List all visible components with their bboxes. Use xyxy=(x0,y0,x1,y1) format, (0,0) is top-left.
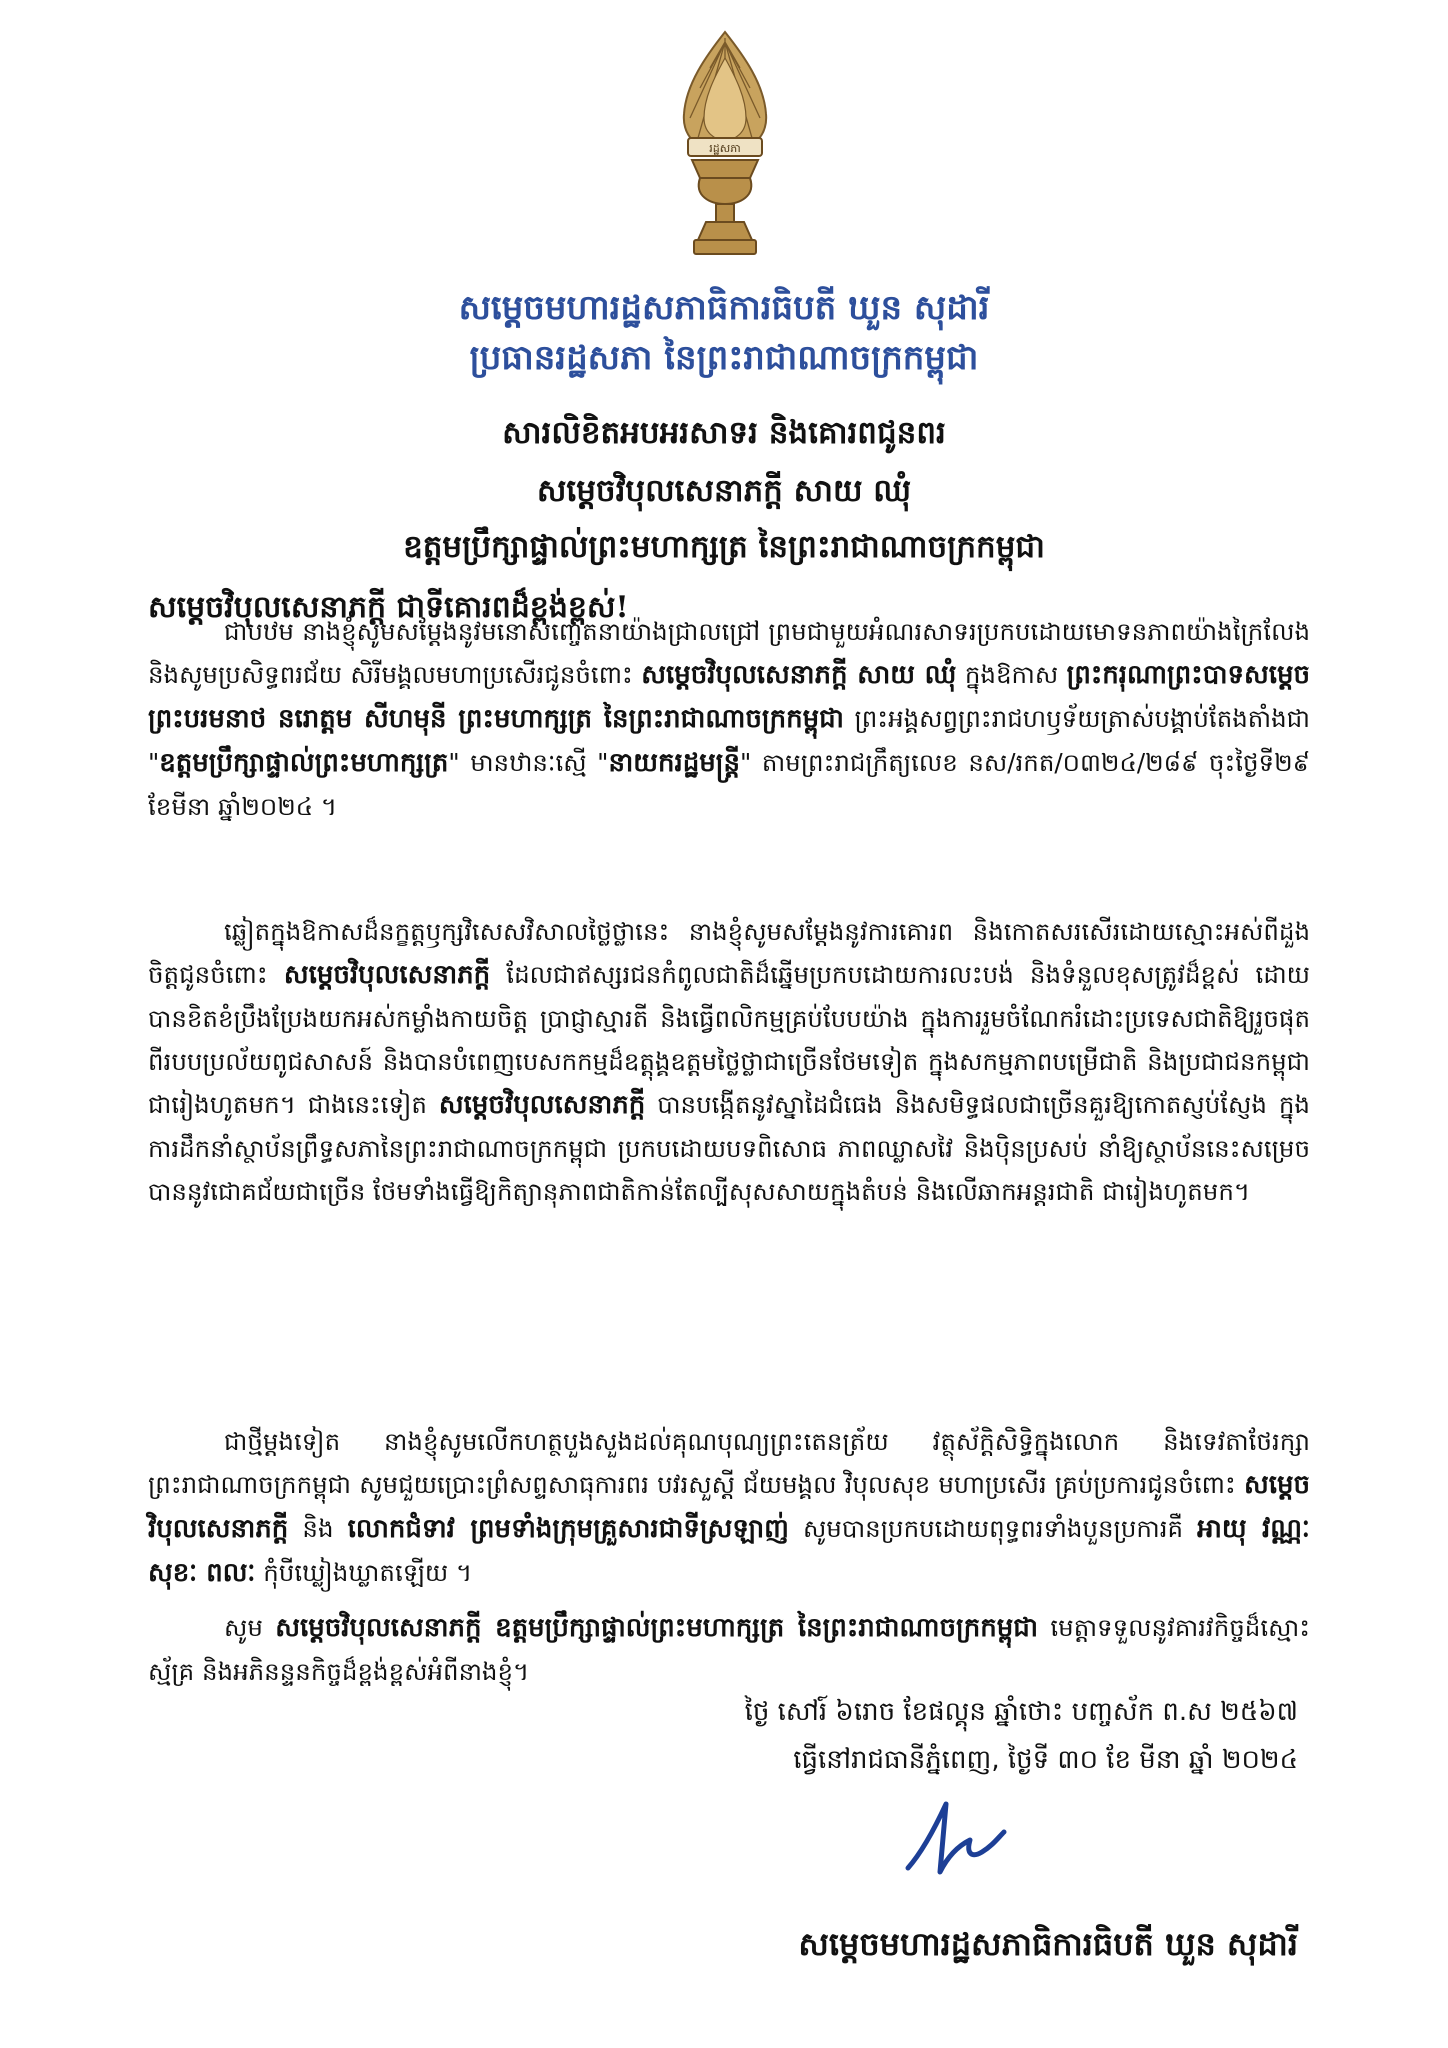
sender-title: ប្រធានរដ្ឋសភា នៃព្រះរាជាណាចក្រកម្ពុជា xyxy=(469,338,979,378)
paragraph-1: ជាបឋម នាងខ្ញុំសូមសម្ដែងនូវមនោសញ្ចេតនាយ៉ាងជ្រាលជ្រៅ ព្រមជាមួយអំណរសាទរប្រកបដោយមោទនភាពយ៉ាងក្រៃលែងនិងសូមប្រសិទ្ធពរជ័យ សិរីមង្គលមហាប្រសើរជូនចំពោះ សម្ដេចវិបុលសេនាភក្ដី សាយ ឈុំ ក្នុងឱកាស ព្រះករុណាព្រះបាទសម្ដេចព្រះបរមនាថ នរោត្តម សីហមុនី ព្រះមហាក្សត្រ នៃព្រះរាជាណាចក្រកម្ពុជា ព្រះអង្គសព្វព្រះរាជហឫទ័យត្រាស់បង្គាប់តែងតាំងជា "ឧត្តមប្រឹក្សាផ្ទាល់ព្រះមហាក្សត្រ" មានឋានៈស្មើ "នាយករដ្ឋមន្ត្រី" តាមព្រះរាជក្រឹត្យលេខ នស/រកត/០៣២៤/២៨៩ ចុះថ្ងៃទី២៩ ខែមីនា ឆ្នាំ២០២៤ ។ xyxy=(148,617,1310,821)
salutation: សម្ដេចវិបុលសេនាភក្ដី ជាទីគោរពដ៏ខ្ពង់ខ្ពស់! xyxy=(148,590,629,625)
letter-title-line2: សម្ដេចវិបុលសេនាភក្ដី សាយ ឈុំ xyxy=(536,473,912,509)
paragraph-2: ឆ្លៀតក្នុងឱកាសដ៏នក្ខត្តឫក្សវិសេសវិសាលថ្លៃថ្លានេះ នាងខ្ញុំសូមសម្ដែងនូវការគោរព និងកោតសរសើរដោយស្មោះអស់ពីដួងចិត្តជូនចំពោះ សម្ដេចវិបុលសេនាភក្ដី ដែលជាឥស្សរជនកំពូលជាតិដ៏ឆ្នើមប្រកបដោយការលះបង់ និងទំនួលខុសត្រូវដ៏ខ្ពស់ ដោយបានខិតខំប្រឹងប្រែងយកអស់កម្លាំងកាយចិត្ត ប្រាជ្ញាស្មារតី និងធ្វើពលិកម្មគ្រប់បែបយ៉ាង ក្នុងការរួមចំណែករំដោះប្រទេសជាតិឱ្យរួចផុតពីរបបប្រល័យពូជសាសន៍ និងបានបំពេញបេសកកម្មដ៏ឧត្ដុង្គឧត្ដមថ្លៃថ្លាជាច្រើនថែមទៀត ក្នុងសកម្មភាពបម្រើជាតិ និងប្រជាជនកម្ពុជា ជារៀងហូតមក។ ជាងនេះទៀត សម្ដេចវិបុលសេនាភក្ដី បានបង្កើតនូវស្នាដៃជំធេង និងសមិទ្ធផលជាច្រើនគួរឱ្យកោតស្ញប់ស្ញែង ក្នុងការដឹកនាំស្ថាប័នព្រឹទ្ធសភានៃព្រះរាជាណាចក្រកម្ពុជា ប្រកបដោយបទពិសោធ ភាពឈ្លាសវៃ និងប៉ិនប្រសប់ នាំឱ្យស្ថាប័ននេះសម្រេចបាននូវជោគជ័យជាច្រើន ថែមទាំងធ្វើឱ្យកិត្យានុភាពជាតិកាន់តែល្បីសុសសាយក្នុងតំបន់ និងលើឆាកអន្តរជាតិ ជារៀងហូតមក។ xyxy=(148,917,1310,1206)
handwritten-signature xyxy=(900,1796,1020,1882)
signer-name: សម្ដេចមហារដ្ឋសភាធិការធិបតី ឃួន សុដារី xyxy=(798,1925,1298,1963)
lunar-date: ថ្ងៃ សៅរ៍ ៦រោច ខែផល្គុន ឆ្នាំថោះ បញ្ចស័ក ព.ស ២៥៦៧ xyxy=(744,1697,1298,1727)
emblem-rays xyxy=(684,32,766,154)
place-and-date: ធ្វើនៅរាជធានីភ្នំពេញ, ថ្ងៃទី ៣០ ខែ មីនា ឆ្នាំ ២០២៤ xyxy=(793,1745,1298,1775)
sender-name: សម្ដេចមហារដ្ឋសភាធិការធិបតី ឃួន សុដារី xyxy=(458,288,990,328)
national-assembly-emblem xyxy=(670,28,780,263)
emblem-pedestal xyxy=(692,160,758,254)
emblem-label: រដ្ឋសភា xyxy=(709,142,741,155)
letter-title-line1: សារលិខិតអបអរសាទរ និងគោរពជូនពរ xyxy=(502,415,946,451)
paragraph-3: ជាថ្មីម្ដងទៀត នាងខ្ញុំសូមលើកហត្ថបួងសួងដល់គុណបុណ្យព្រះតេនត្រ័យ វត្ថុស័ក្ដិសិទ្ធិក្នុងលោក និងទេវតាថែរក្សាព្រះរាជាណាចក្រកម្ពុជា សូមជួយប្រោះព្រំសព្ទសាធុការពរ បវរសួស្ដី ជ័យមង្គល វិបុលសុខ មហាប្រសើរ គ្រប់ប្រការជូនចំពោះ សម្ដេចវិបុលសេនាភក្ដី និង លោកជំទាវ ព្រមទាំងក្រុមគ្រួសារជាទីស្រឡាញ់ សូមបានប្រកបដោយពុទ្ធពរទាំងបួនប្រការគឺ អាយុ វណ្ណៈ សុខៈ ពលៈ កុំបីឃ្លៀងឃ្លាតឡើយ ។ xyxy=(148,1427,1310,1588)
letter-title-line3: ឧត្តមប្រឹក្សាផ្ទាល់ព្រះមហាក្សត្រ នៃព្រះរាជាណាចក្រកម្ពុជា xyxy=(403,529,1045,565)
paragraph-4: សូម សម្ដេចវិបុលសេនាភក្ដី ឧត្តមប្រឹក្សាផ្ទាល់ព្រះមហាក្សត្រ នៃព្រះរាជាណាចក្រកម្ពុជា មេត្តាទទួលនូវគារវកិច្ចដ៏ស្មោះស្ម័គ្រ និងអភិនន្ទនកិច្ចដ៏ខ្ពង់ខ្ពស់អំពីនាងខ្ញុំ។ xyxy=(148,1613,1311,1686)
